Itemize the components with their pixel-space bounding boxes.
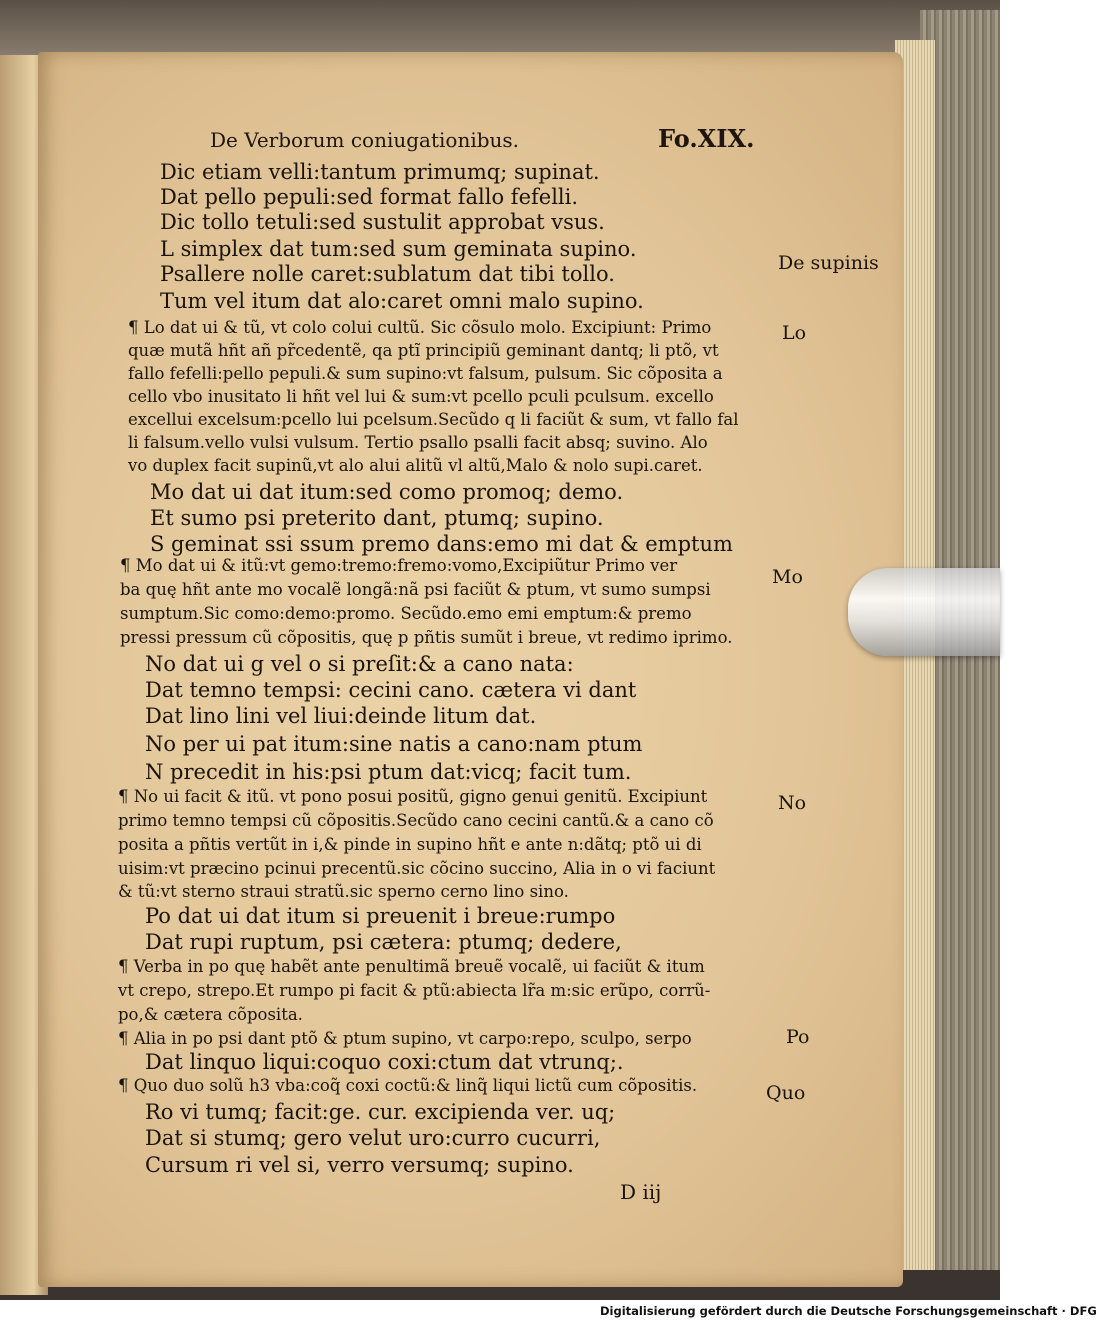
margin-note: De supinis xyxy=(778,252,879,274)
margin-note: Po xyxy=(786,1026,810,1048)
text-line: Dat linquo liqui:coquo coxi:ctum dat vtrunq;. xyxy=(145,1050,624,1074)
text-line: N precedit in his:psi ptum dat:vicq; facit tum. xyxy=(145,760,632,784)
glass-weight xyxy=(848,568,1000,656)
text-line: ¶ No ui facit & itũ. vt pono posui positũ, gigno genui genitũ. Excipiunt xyxy=(118,787,708,806)
running-head xyxy=(210,118,770,158)
text-line: ba quę hñt ante mo vocalẽ longã:nã psi faciũt & ptum, vt sumo sumpsi xyxy=(120,580,711,599)
text-line: Dat pello pepuli:sed format fallo fefelli. xyxy=(160,185,579,209)
book-cover-top xyxy=(0,0,1000,60)
text-line: sumptum.Sic como:demo:promo. Secũdo.emo emi emptum:& premo xyxy=(120,604,692,623)
text-line: Dic tollo tetuli:sed sustulit approbat vsus. xyxy=(160,210,605,234)
text-line: fallo fefelli:pello pepuli.& sum supino:vt falsum, pulsum. Sic cõposita a xyxy=(128,364,723,383)
text-line: Dat temno tempsi: cecini cano. cætera vi dant xyxy=(145,678,637,702)
text-line: S geminat ssi ssum premo dans:emo mi dat & emptum xyxy=(150,532,733,556)
text-line: pressi pressum cũ cõpositis, quę p pñtis sumũt i breue, vt redimo iprimo. xyxy=(120,628,733,647)
text-line: Dat si stumq; gero velut uro:curro cucurri, xyxy=(145,1126,601,1150)
margin-note: Lo xyxy=(782,322,807,344)
digitization-credit: Digitalisierung gefördert durch die Deutsche Forschungsgemeinschaft · DFG xyxy=(600,1304,1097,1318)
text-line: L simplex dat tum:sed sum geminata supino. xyxy=(160,237,637,261)
text-line: ¶ Lo dat ui & tũ, vt colo colui cultũ. Sic cõsulo molo. Excipiunt: Primo xyxy=(128,318,712,337)
text-line: po,& cætera cõposita. xyxy=(118,1005,303,1024)
text-line: posita a pñtis vertũt in i,& pinde in supino hñt e ante n:dãtq; ptõ ui di xyxy=(118,835,702,854)
text-line: uisim:vt præcino pcinui precentũ.sic cõcino succino, Alia in o vi faciunt xyxy=(118,859,716,878)
text-line: Cursum ri vel si, verro versumq; supino. xyxy=(145,1153,574,1177)
text-line: li falsum.vello vulsi vulsum. Tertio psallo psalli facit absq; suvino. Alo xyxy=(128,433,708,452)
text-line: Mo dat ui dat itum:sed como promoq; demo. xyxy=(150,480,624,504)
text-line: primo temno tempsi cũ cõpositis.Secũdo cano cecini cantũ.& a cano cõ xyxy=(118,811,714,830)
text-line: Dat rupi ruptum, psi cætera: ptumq; dedere, xyxy=(145,930,622,954)
text-line: ¶ Mo dat ui & itũ:vt gemo:tremo:fremo:vomo,Excipiũtur Primo ver xyxy=(120,556,678,575)
text-line: Et sumo psi preterito dant, ptumq; supino. xyxy=(150,506,604,530)
text-line: No per ui pat itum:sine natis a cano:nam ptum xyxy=(145,732,643,756)
text-line: ¶ Quo duo solũ h3 vba:coq̃ coxi coctũ:& linq̃ liqui lictũ cum cõpositis. xyxy=(118,1076,698,1095)
folio-number: Fo.XIX. xyxy=(658,124,755,153)
text-line: Tum vel itum dat alo:caret omni malo supino. xyxy=(160,289,644,313)
signature-mark: D iij xyxy=(620,1180,662,1204)
text-line: ¶ Alia in po psi dant ptõ & ptum supino, vt carpo:repo, sculpo, serpo xyxy=(118,1029,692,1048)
text-line: excellui excelsum:pcello lui pcelsum.Secũdo q li faciũt & sum, vt fallo fal xyxy=(128,410,739,429)
running-head-title: De Verborum coniugationibus. xyxy=(210,128,520,152)
text-line: Po dat ui dat itum si preuenit i breue:rumpo xyxy=(145,904,616,928)
text-line: ¶ Verba in po quę habẽt ante penultimã breuẽ vocalẽ, ui faciũt & itum xyxy=(118,957,705,976)
text-line: Dic etiam velli:tantum primumq; supinat. xyxy=(160,160,600,184)
text-line: & tũ:vt sterno straui stratũ.sic sperno cerno lino sino. xyxy=(118,882,569,901)
text-line: Dat lino lini vel liui:deinde litum dat. xyxy=(145,704,537,728)
text-line: Ro vi tumq; facit:ge. cur. excipienda ver. uq; xyxy=(145,1100,616,1124)
text-line: vo duplex facit supinũ,vt alo alui alitũ vl altũ,Malo & nolo supi.caret. xyxy=(128,456,703,475)
margin-note: No xyxy=(778,792,807,814)
text-line: Psallere nolle caret:sublatum dat tibi tollo. xyxy=(160,262,615,286)
margin-note: Quo xyxy=(766,1082,806,1104)
text-line: quæ mutã hñt añ pr̃cedentẽ, qa ptĩ principiũ geminant dantq; li ptõ, vt xyxy=(128,341,719,360)
text-line: vt crepo, strepo.Et rumpo pi facit & ptũ:abiecta lr̃a m:sic erũpo, corrũ- xyxy=(118,981,711,1000)
margin-note: Mo xyxy=(772,566,803,588)
text-line: cello vbo inusitato li hñt vel lui & sum:vt pcello pculi pculsum. excello xyxy=(128,387,714,406)
text-line: No dat ui g vel o si preſit:& a cano nata: xyxy=(145,652,574,676)
